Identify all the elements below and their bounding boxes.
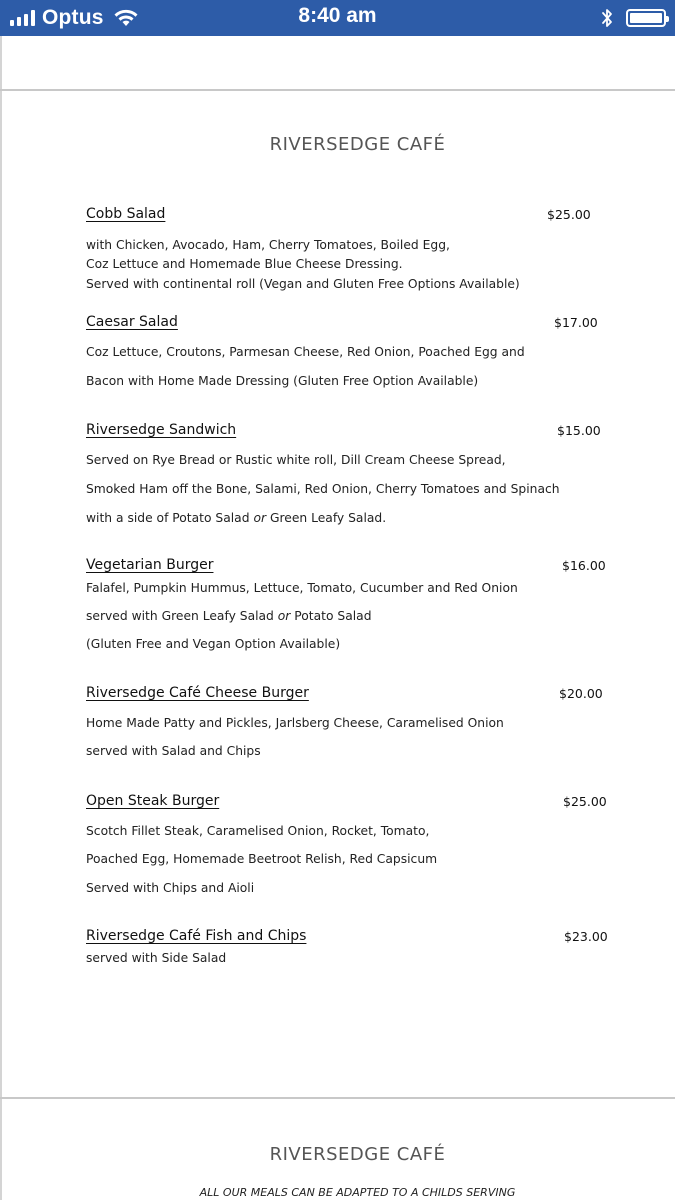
carrier-name: Optus	[42, 6, 104, 29]
menu-item-description: (Gluten Free and Vegan Option Available)	[86, 637, 341, 651]
page-separator	[0, 1097, 675, 1099]
menu-item-description: Poached Egg, Homemade Beetroot Relish, Red Capsicum	[86, 852, 438, 866]
menu-item-description: Bacon with Home Made Dressing (Gluten Free Option Available)	[86, 374, 479, 388]
menu-item-description: Coz Lettuce, Croutons, Parmesan Cheese, Red Onion, Poached Egg and	[86, 345, 525, 359]
menu-item-description: Home Made Patty and Pickles, Jarlsberg Cheese, Caramelised Onion	[86, 716, 504, 730]
page-title: RIVERSEDGE CAFÉ	[269, 134, 446, 155]
battery-icon	[626, 9, 666, 27]
menu-item-name: Riversedge Café Fish and Chips	[86, 928, 307, 944]
page-edge	[0, 36, 2, 1200]
menu-item-description: served with Salad and Chips	[86, 744, 261, 758]
menu-item-description: with Chicken, Avocado, Ham, Cherry Tomatoes, Boiled Egg,	[86, 238, 450, 252]
menu-item-price: $25.00	[563, 794, 607, 809]
menu-item-name: Cobb Salad	[86, 206, 166, 222]
menu-item-name: Riversedge Sandwich	[86, 422, 237, 438]
menu-item-description: served with Green Leafy Salad or Potato Salad	[86, 609, 372, 623]
page-note: ALL OUR MEALS CAN BE ADAPTED TO A CHILDS SERVING	[199, 1186, 516, 1199]
menu-item-description: Scotch Fillet Steak, Caramelised Onion, Rocket, Tomato,	[86, 824, 430, 838]
menu-item-price: $15.00	[557, 423, 601, 438]
menu-item-name: Open Steak Burger	[86, 793, 220, 809]
menu-item-price: $17.00	[554, 315, 598, 330]
menu-item-price: $25.00	[547, 207, 591, 222]
menu-item-name: Vegetarian Burger	[86, 557, 214, 573]
menu-item-description: Smoked Ham off the Bone, Salami, Red Onion, Cherry Tomatoes and Spinach	[86, 482, 560, 496]
menu-item-description: Falafel, Pumpkin Hummus, Lettuce, Tomato, Cucumber and Red Onion	[86, 581, 518, 595]
menu-item-description: Served with Chips and Aioli	[86, 881, 255, 895]
menu-item-price: $16.00	[562, 558, 606, 573]
bluetooth-icon	[600, 7, 614, 29]
menu-item-description: Coz Lettuce and Homemade Blue Cheese Dressing.	[86, 257, 403, 271]
page-separator	[0, 89, 675, 91]
menu-item-name: Caesar Salad	[86, 314, 178, 330]
menu-item-price: $20.00	[559, 686, 603, 701]
page-title: RIVERSEDGE CAFÉ	[269, 1144, 446, 1165]
menu-item-price: $23.00	[564, 929, 608, 944]
menu-item-description: with a side of Potato Salad or Green Leafy Salad.	[86, 511, 387, 525]
clock-time: 8:40 am	[298, 4, 377, 27]
menu-item-name: Riversedge Café Cheese Burger	[86, 685, 309, 701]
menu-item-description: Served with continental roll (Vegan and Gluten Free Options Available)	[86, 277, 520, 291]
status-bar	[0, 0, 675, 36]
menu-item-description: served with Side Salad	[86, 951, 227, 965]
menu-item-description: Served on Rye Bread or Rustic white roll, Dill Cream Cheese Spread,	[86, 453, 506, 467]
